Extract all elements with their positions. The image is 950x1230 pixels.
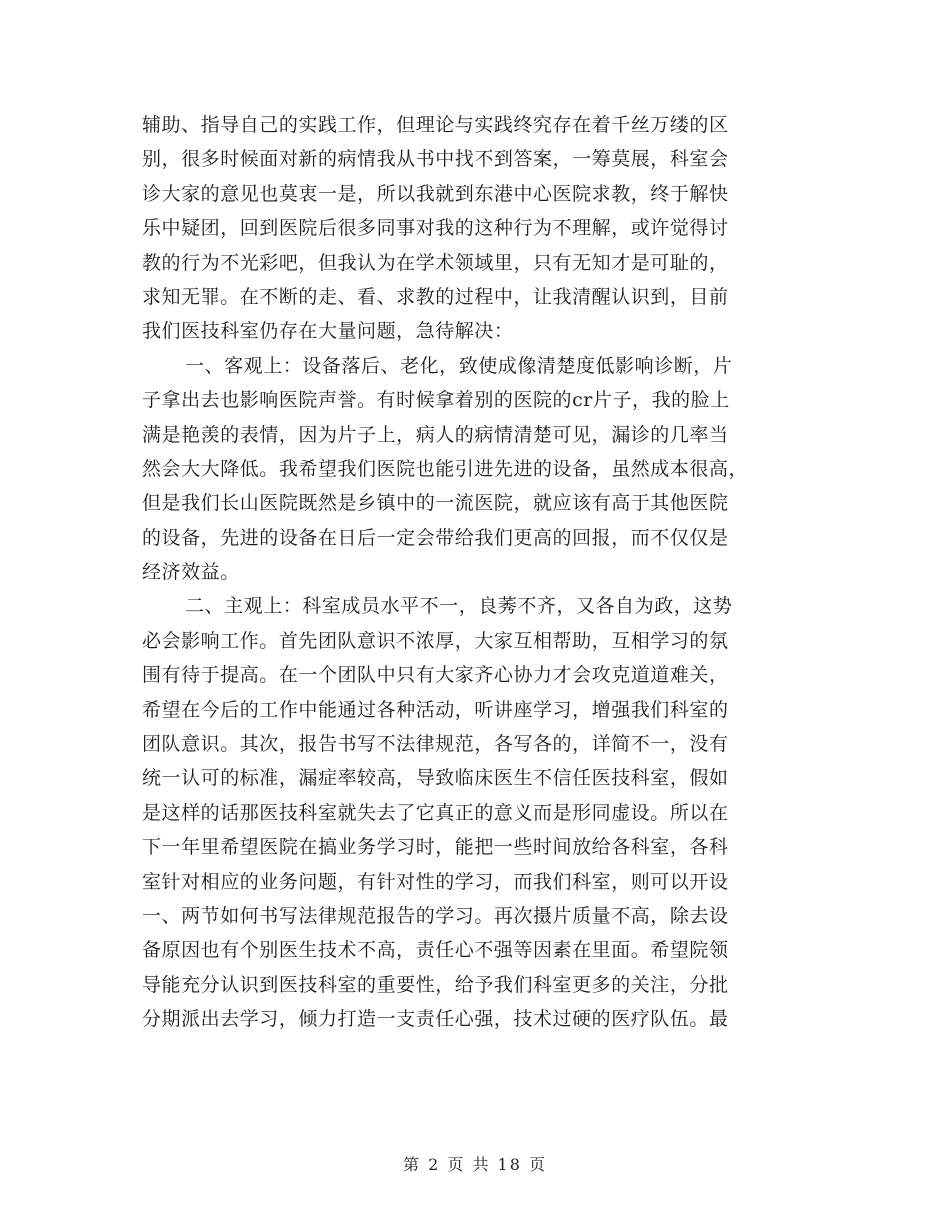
text-line: 统一认可的标准，漏症率较高，导致临床医生不信任医技科室，假如 — [142, 767, 729, 790]
text-line: 但是我们长山医院既然是乡镇中的一流医院，就应该有高于其他医院 — [142, 492, 729, 515]
text-line: 求知无罪。在不断的走、看、求教的过程中，让我清醒认识到，目前 — [142, 285, 729, 308]
text-line: 我们医技科室仍存在大量问题，急待解决： — [142, 320, 514, 343]
text-line: 围有待于提高。在一个团队中只有大家齐心协力才会攻克道道难关， — [142, 664, 729, 687]
text-line: 乐中疑团，回到医院后很多同事对我的这种行为不理解，或许觉得讨 — [142, 217, 729, 240]
text-line: 别，很多时候面对新的病情我从书中找不到答案，一筹莫展，科室会 — [142, 148, 729, 171]
text-line: 希望在今后的工作中能通过各种活动，听讲座学习，增强我们科室的 — [142, 698, 729, 721]
text-line: 然会大大降低。我希望我们医院也能引进先进的设备，虽然成本很高， — [142, 457, 749, 480]
paragraph-start-line: 二、主观上：科室成员水平不一，良莠不齐，又各自为政，这势 — [185, 595, 733, 618]
text-line: 子拿出去也影响医院声誉。有时候拿着别的医院的cr片子，我的脸上 — [142, 389, 730, 412]
text-line: 下一年里希望医院在搞业务学习时，能把一些时间放给各科室，各科 — [142, 836, 729, 859]
text-line: 一、两节如何书写法律规范报告的学习。再次摄片质量不高，除去设 — [142, 904, 729, 927]
text-line: 团队意识。其次，报告书写不法律规范，各写各的，详简不一，没有 — [142, 733, 729, 756]
paragraph-start-line: 一、客观上：设备落后、老化，致使成像清楚度低影响诊断，片 — [185, 354, 733, 377]
text-line: 教的行为不光彩吧，但我认为在学术领域里，只有无知才是可耻的， — [142, 251, 729, 274]
text-line: 分期派出去学习，倾力打造一支责任心强，技术过硬的医疗队伍。最 — [142, 1008, 729, 1031]
text-line: 的设备，先进的设备在日后一定会带给我们更高的回报，而不仅仅是 — [142, 526, 729, 549]
text-line: 辅助、指导自己的实践工作，但理论与实践终究存在着千丝万缕的区 — [142, 114, 729, 136]
text-line: 经济效益。 — [142, 561, 240, 584]
text-line: 必会影响工作。首先团队意识不浓厚，大家互相帮助，互相学习的氛 — [142, 629, 729, 652]
text-line: 室针对相应的业务问题，有针对性的学习，而我们科室，则可以开设 — [142, 870, 729, 893]
text-line: 诊大家的意见也莫衷一是，所以我就到东港中心医院求教，终于解快 — [142, 182, 729, 205]
text-line: 是这样的话那医技科室就失去了它真正的意义而是形同虚设。所以在 — [142, 801, 729, 824]
document-body — [142, 108, 810, 1037]
text-line: 备原因也有个别医生技术不高，责任心不强等因素在里面。希望院领 — [142, 939, 729, 962]
page-number-footer: 第 2 页 共 18 页 — [403, 1155, 547, 1174]
text-line: 满是艳羡的表情，因为片子上，病人的病情清楚可见，漏诊的几率当 — [142, 423, 729, 446]
text-line: 导能充分认识到医技科室的重要性，给予我们科室更多的关注，分批 — [142, 973, 729, 996]
